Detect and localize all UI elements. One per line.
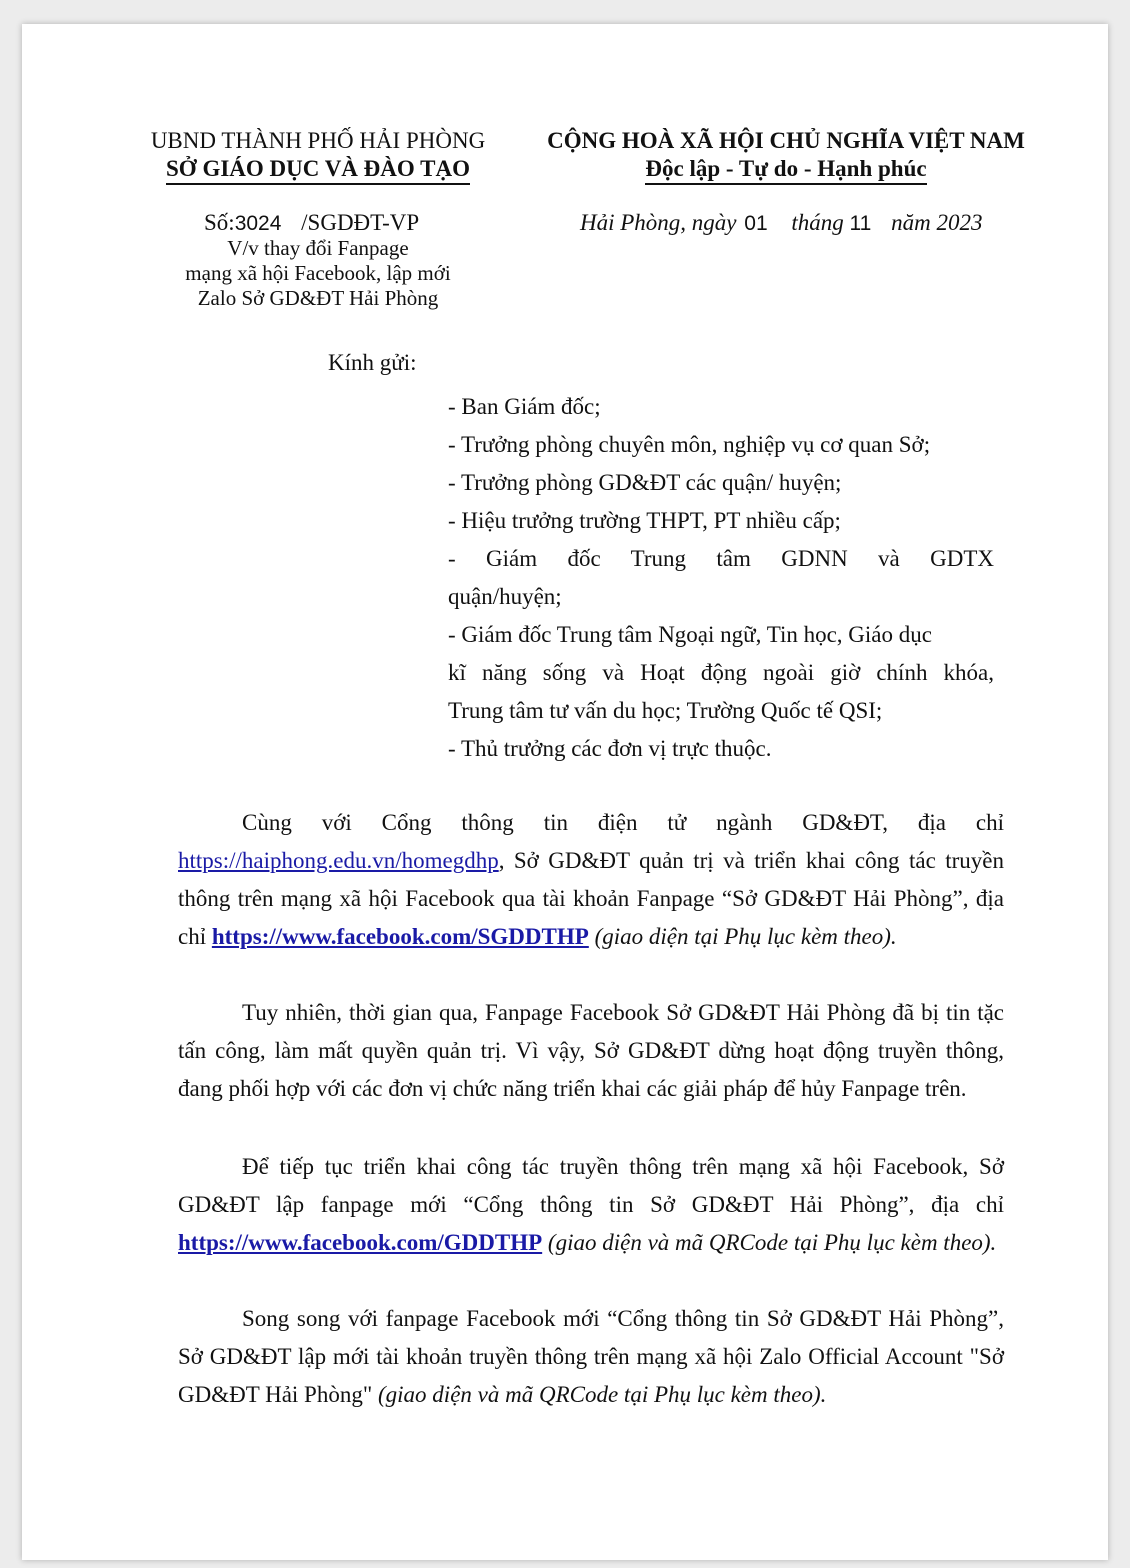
date-month: 11 [849, 212, 872, 235]
greeting: Kính gửi: [328, 350, 417, 375]
list-item: Trung tâm tư vấn du học; Trường Quốc tế QSI; [448, 698, 883, 723]
list-item: - Trưởng phòng chuyên môn, nghiệp vụ cơ quan Sở; [448, 432, 931, 457]
issuer-city: UBND THÀNH PHỐ HẢI PHÒNG [150, 128, 486, 153]
document-page [22, 24, 1108, 1560]
body-paragraph-1: Cùng với Cổng thông tin điện tử ngành GD&ĐT, địa chỉ https://haiphong.edu.vn/homegdhp, Sở GD&ĐT quản trị và triển khai công tác truyền thông trên mạng xã hội Facebook qua tài khoản Fanpage “Sở GD&ĐT Hải Phòng”, địa chỉ https://www.facebook.com/SGDDTHP (giao diện tại Phụ lục kèm theo). [178, 810, 1004, 949]
document-number-value: 3024 [234, 212, 282, 235]
list-item: - Thủ trưởng các đơn vị trực thuộc. [448, 736, 772, 761]
recipient-list [448, 388, 994, 768]
issuer-department: SỞ GIÁO DỤC VÀ ĐÀO TẠO [138, 156, 498, 185]
list-item: quận/huyện; [448, 584, 562, 609]
list-item: - Trưởng phòng GD&ĐT các quận/ huyện; [448, 470, 842, 495]
body-paragraph-3: Để tiếp tục triển khai công tác truyền thông trên mạng xã hội Facebook, Sở GD&ĐT lập fanpage mới “Cổng thông tin Sở GD&ĐT Hải Phòng”, địa chỉ https://www.facebook.com/GDDTHP (giao diện và mã QRCode tại Phụ lục kèm theo). [178, 1154, 1004, 1255]
old-fanpage-link[interactable]: https://www.facebook.com/SGDDTHP [211, 924, 589, 949]
homepage-link[interactable]: https://haiphong.edu.vn/homegdhp [178, 848, 499, 873]
national-motto: Độc lập - Tự do - Hạnh phúc [526, 156, 1046, 185]
list-item: kĩ năng sống và Hoạt động ngoài giờ chính khóa, [448, 660, 994, 685]
list-item: - Hiệu trưởng trường THPT, PT nhiều cấp; [448, 508, 841, 533]
place-date: Hải Phòng, ngày 01 tháng 11 năm 2023 [580, 210, 983, 235]
date-day: 01 [744, 212, 768, 235]
body-paragraph-2: Tuy nhiên, thời gian qua, Fanpage Facebook Sở GD&ĐT Hải Phòng đã bị tin tặc tấn công, làm mất quyền quản trị. Vì vậy, Sở GD&ĐT dừng hoạt động truyền thông, đang phối hợp với các đơn vị chức năng triển khai các giải pháp để hủy Fanpage trên. [178, 1000, 1004, 1101]
document-number: Số:3024 /SGDĐT-VP [204, 210, 420, 235]
national-heading-block [526, 128, 1046, 185]
national-title: CỘNG HOÀ XÃ HỘI CHỦ NGHĨA VIỆT NAM [547, 128, 1025, 153]
body-paragraph-4: Song song với fanpage Facebook mới “Cổng thông tin Sở GD&ĐT Hải Phòng”, Sở GD&ĐT lập mới tài khoản truyền thông trên mạng xã hội Zalo Official Account "Sở GD&ĐT Hải Phòng" (giao diện và mã QRCode tại Phụ lục kèm theo). [178, 1306, 1004, 1407]
list-item: - Giám đốc Trung tâm GDNN và GDTX [448, 546, 994, 571]
subject-block: V/v thay đổi Fanpage mạng xã hội Facebook, lập mới Zalo Sở GD&ĐT Hải Phòng [185, 236, 451, 310]
list-item: - Ban Giám đốc; [448, 394, 601, 419]
list-item: - Giám đốc Trung tâm Ngoại ngữ, Tin học, Giáo dục [448, 622, 932, 647]
issuer-block [138, 128, 498, 185]
new-fanpage-link[interactable]: https://www.facebook.com/GDDTHP [178, 1230, 543, 1255]
